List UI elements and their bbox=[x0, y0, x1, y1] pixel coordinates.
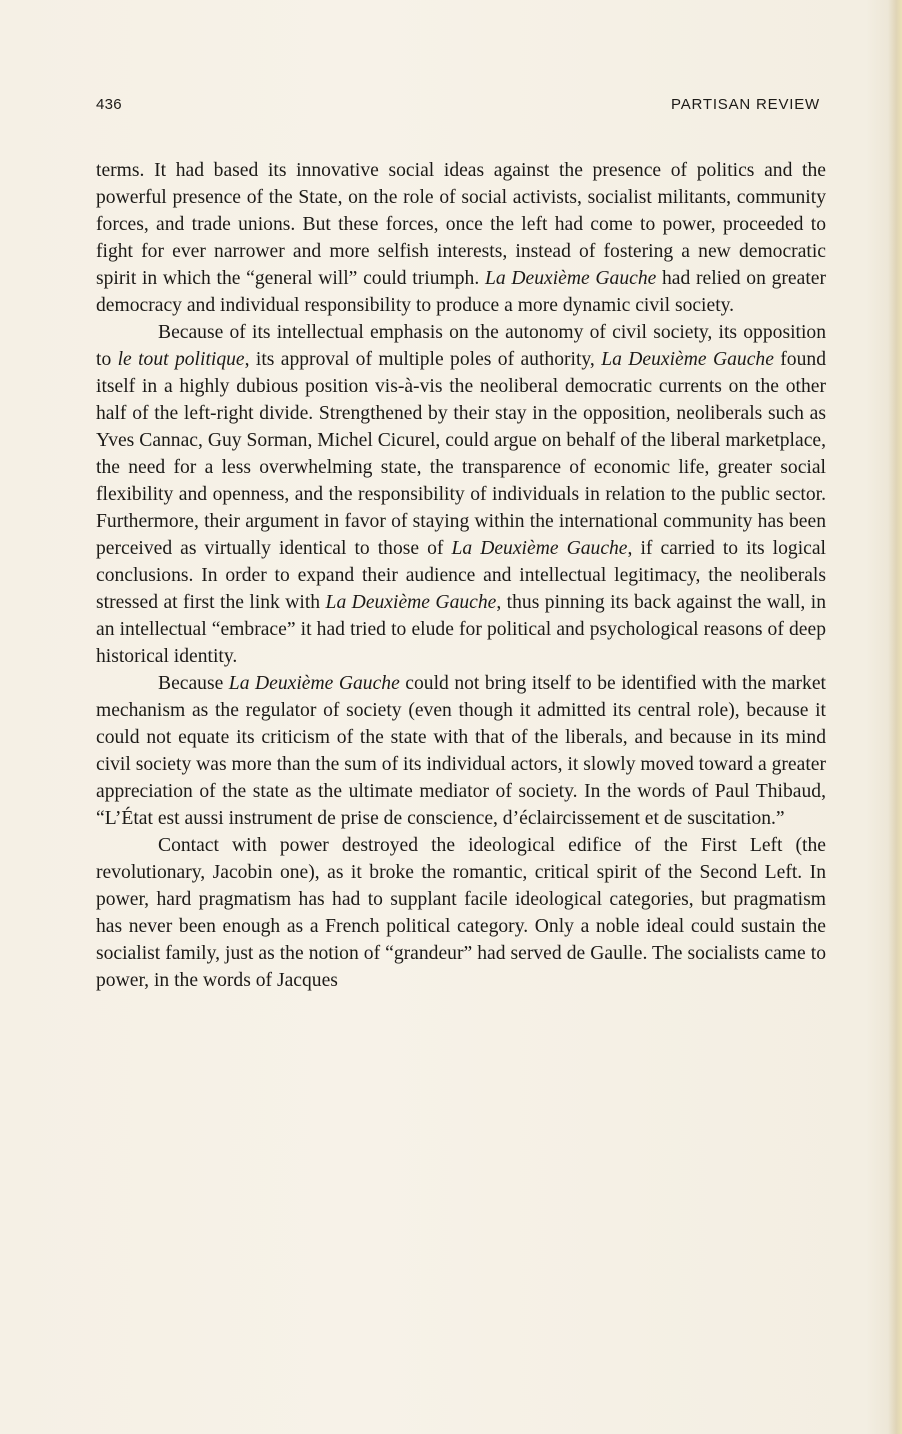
text-span: Because bbox=[158, 673, 229, 694]
italic-phrase: le tout politique bbox=[117, 349, 245, 370]
page-number: 436 bbox=[96, 96, 122, 113]
text-span: , if carried to its logical conclusions. In order to expand their audience and intellectual legitimacy, the neoliberals stressed at first the link with bbox=[96, 538, 827, 613]
paragraph-3 bbox=[96, 670, 826, 832]
text-span: could not bring itself to be identified with the market mechanism as the regulator of society (even though it admitted its central role), because it could not equate its criticism of the state with that of the liberals, and because in its mind civil society was more than the sum of its individual actors, it slowly moved toward a greater appreciation of the state as the ultimate mediator of society. In the words of Paul Thibaud, “L’État est aussi instrument de prise de conscience, d’éclaircissement et de suscitation.” bbox=[96, 673, 826, 829]
text-span: , thus pinning its back against the wall, in an intellectual “embrace” it had tried to elude for political and psychological reasons of deep historical identity. bbox=[96, 592, 826, 667]
paragraph-1 bbox=[96, 157, 826, 319]
text-span: , its approval of multiple poles of authority, bbox=[244, 349, 602, 370]
italic-title: La Deuxième Gauche bbox=[451, 538, 628, 559]
text-span: Contact with power destroyed the ideological edifice of the First Left (the revolutionary, Jacobin one), as it broke the romantic, critical spirit of the Second Left. In power, hard pragmatism has had to supplant facile ideological categories, but pragmatism has never been enough as a French political category. Only a noble ideal could sustain the socialist family, just as the notion of “grandeur” had served de Gaulle. The socialists came to power, in the words of Jacques bbox=[96, 835, 826, 991]
italic-title: La Deuxième Gauche bbox=[228, 673, 400, 694]
italic-title: La Deuxième Gauche bbox=[325, 592, 497, 613]
text-span: Because of its intellectual emphasis on the autonomy of civil society, its opposition to bbox=[96, 322, 826, 370]
running-head bbox=[96, 96, 820, 118]
paragraph-2 bbox=[96, 319, 826, 670]
italic-title: La Deuxième Gauche bbox=[484, 268, 657, 289]
italic-title: La Deuxième Gauche bbox=[601, 349, 774, 370]
text-span: had relied on greater democracy and individual responsibility to produce a more dynamic civil society. bbox=[96, 268, 826, 316]
journal-title: PARTISAN REVIEW bbox=[671, 96, 820, 113]
text-span: terms. It had based its innovative social ideas against the presence of politics and the powerful presence of the State, on the role of social activists, socialist militants, community forces, and trade unions. But these forces, once the left had come to power, proceeded to fight for ever narrower and more selfish interests, instead of fostering a new democratic spirit in which the “general will” could triumph. bbox=[96, 160, 826, 289]
page-edge-shadow bbox=[888, 0, 902, 1434]
body-text bbox=[96, 157, 826, 994]
text-span: found itself in a highly dubious position vis-à-vis the neoliberal democratic currents on the other half of the left-right divide. Strengthened by their stay in the opposition, neoliberals such as Yves Cannac, Guy Sorman, Michel Cicurel, could argue on behalf of the liberal marketplace, the need for a less overwhelming state, the transparence of economic life, greater social flexibility and openness, and the responsibility of individuals in relation to the public sector. Furthermore, their argument in favor of staying within the international community has been perceived as virtually identical to those of bbox=[96, 349, 826, 559]
paragraph-4 bbox=[96, 832, 826, 994]
